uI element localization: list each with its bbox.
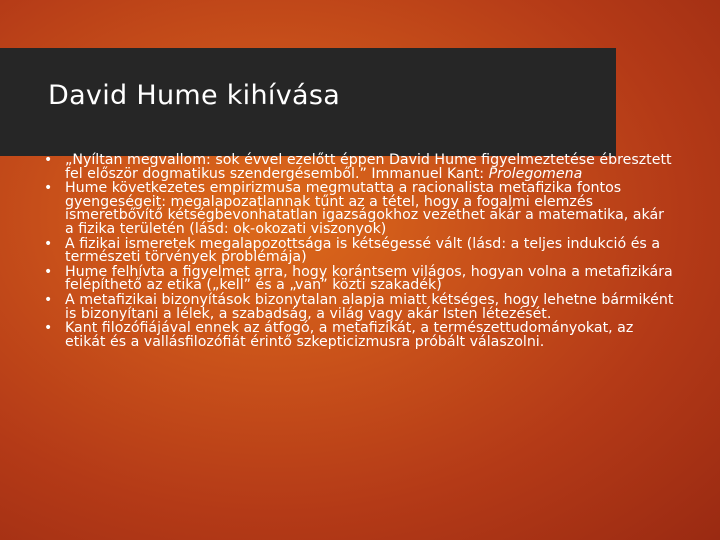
bullet-item	[44, 263, 674, 294]
bullet-item	[44, 291, 674, 322]
bullet-marker: •	[44, 180, 53, 197]
bullet-marker: •	[44, 291, 53, 308]
bullet-marker: •	[44, 152, 53, 168]
bullet-text: A metafizikai bizonyítások bizonytalan alapja miatt kétséges, hogy lehetne bármiként is bizonyítani a lélek, a szabadság, a világ vagy akár Isten létezését.	[65, 291, 674, 322]
slide-title: David Hume kihívása	[48, 80, 341, 111]
bullet-list	[44, 154, 674, 350]
bullet-text: Hume következetes empirizmusa megmutatta a racionalista metafizika fontos gyengeségeit: megalapozatlannak tűnt az a tétel, hogy a fogalmi elemzés ismeretbővítő kétségbevonhatatlan igazságokhoz vezethet akár a matematika, akár a fizika területén (lásd: ok-okozati viszonyok)	[65, 180, 664, 237]
italic-title: Prolegomena	[488, 165, 583, 182]
bullet-text: Hume felhívta a figyelmet arra, hogy korántsem világos, hogyan volna a metafizikára felépíthető az etika („kell” és a „van” közti szakadék)	[65, 263, 673, 294]
bullet-item	[44, 322, 674, 349]
bullet-text: A fizikai ismeretek megalapozottsága is kétségessé vált (lásd: a teljes indukció és a természeti törvények problémája)	[65, 235, 661, 266]
bullet-marker: •	[44, 320, 53, 337]
bullet-marker: •	[44, 263, 53, 280]
bullet-text: Kant filozófiájával ennek az átfogó, a metafizikát, a természettudományokat, az etikát és a vallásfilozófiát érintő szkepticizmusra próbált válaszolni.	[65, 320, 634, 350]
bullet-marker: •	[44, 235, 53, 252]
bullet-item	[44, 154, 674, 181]
bullet-item	[44, 235, 674, 266]
bullet-text: „Nyíltan megvallom: sok évvel ezelőtt éppen David Hume figyelmeztetése ébresztett fel először dogmatikus szendergésemből.” Immanuel Kant: Prolegomena	[65, 152, 672, 182]
bullet-item	[44, 182, 674, 236]
